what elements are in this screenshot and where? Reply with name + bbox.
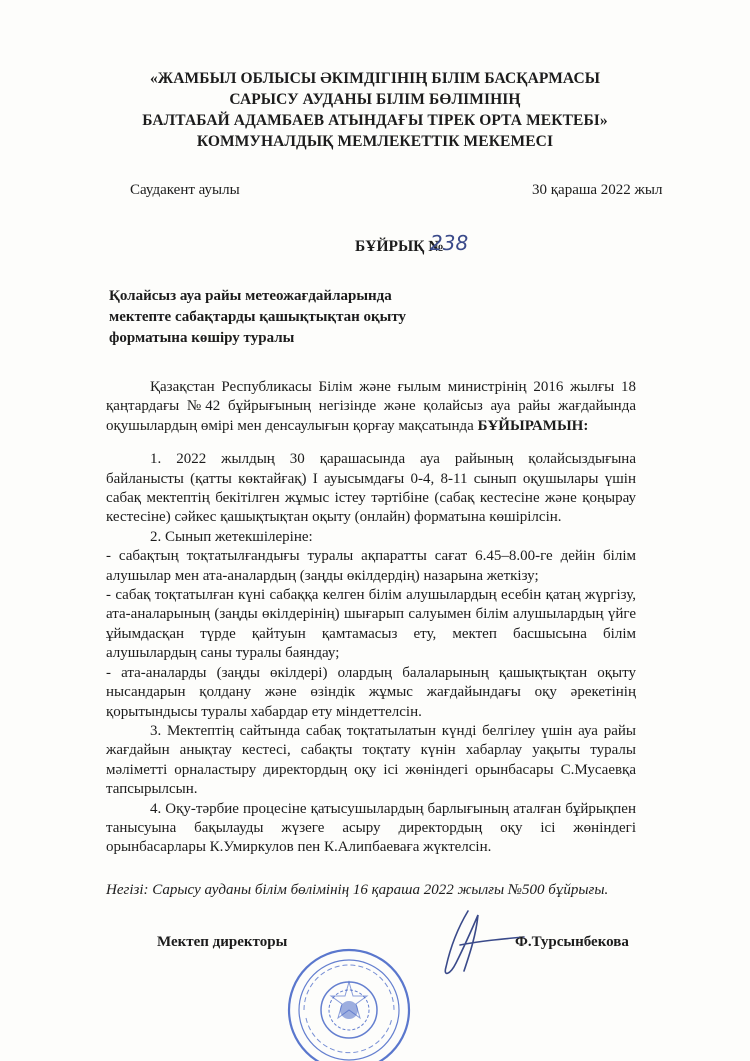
- handwritten-signature: [420, 905, 530, 985]
- order-subject: [109, 286, 439, 349]
- subject-line-3: форматына көшіру туралы: [109, 330, 295, 346]
- paragraph-4: 4. Оқу-тәрбие процесіне қатысушылардың барлығының аталған бұйрықпен танысуына бақылауды жүзеге асыру директордың оқу ісі жөніндегі орынбасарлары К.Умиркулов пен К.Алипбаеваға жүктелсін.: [106, 800, 636, 856]
- header-line-3: БАЛТАБАЙ АДАМБАЕВ АТЫНДАҒЫ ТІРЕК ОРТА МЕКТЕБІ»: [142, 112, 608, 129]
- paragraph-3: 3. Мектептің сайтында сабақ тоқтатылатын күнді белгілеу үшін ауа райы жағдайын анықтау кестесі, сабақты тоқтату күнін хабарлау уақыты туралы мәліметті орналастыру директордың оқу ісі жөніндегі орынбасары С.Мусаевқа тапсырылсын.: [106, 722, 636, 798]
- subject-line-2: мектепте сабақтарды қашықтықтан оқыту: [109, 309, 407, 325]
- intro-paragraph: [106, 378, 636, 436]
- paragraph-1: 1. 2022 жылдың 30 қарашасында ауа райының қолайсыздығына байланысты (қатты көктайғақ) І ауысымдағы 0-4, 8-11 сынып оқушылары үшін сабақ мектептің бекітілген жұмыс істеу тәртібіне (сабақ кестесіне және қоңырау кестесіне) сәйкес қашықтықтан оқыту (онлайн) форматына көшірілсін.: [106, 451, 636, 526]
- handwritten-order-number: [426, 226, 496, 260]
- institution-header: [0, 68, 750, 152]
- official-seal: [284, 940, 414, 1061]
- paragraph-2c: - ата-аналарды (заңды өкілдері) олардың балаларының қашықтықтан оқыту нысандарын қолдану және өзіндік жұмыс жағдайындағы оқу әрекетінің қорытындысы туралы хабардар ету міндеттелсін.: [106, 664, 636, 720]
- intro-command: БҰЙЫРАМЫН:: [477, 417, 589, 434]
- header-line-2: САРЫСУ АУДАНЫ БІЛІМ БӨЛІМІНІҢ: [229, 91, 521, 108]
- paragraph-2a: - сабақтың тоқтатылғандығы туралы ақпаратты сағат 6.45–8.00-ге дейін білім алушылар мен ата-аналардың (заңды өкілдердің) назарына жеткізу;: [106, 548, 636, 584]
- basis-note: Негізі: Сарысу ауданы білім бөлімінің 16 қараша 2022 жылғы №500 бұйрығы.: [106, 882, 609, 898]
- place-name: Саудакент ауылы: [130, 182, 240, 198]
- subject-line-1: Қолайсыз ауа райы метеожағдайларында: [109, 288, 392, 304]
- order-number-text: 238: [430, 231, 469, 255]
- paragraph-2: 2. Сынып жетекшілеріне:: [150, 528, 313, 545]
- paragraph-2b: - сабақ тоқтатылған күні сабаққа келген білім алушылардың есебін қатаң жүргізу, ата-аналарының (заңды өкілдерінің) шығарып салуымен білім алушылардың үйге ұйымдасқан түрде қайтуын қамтамасыз ету, мектеп басшысына білім алушылардың саны туралы баяндау;: [106, 587, 636, 662]
- document-date: 30 қараша 2022 жыл: [532, 182, 663, 198]
- intro-text: Қазақстан Республикасы Білім және ғылым министрінің 2016 жылғы 18 қаңтардағы №42 бұйрығының негізінде және қолайсыз ауа райы жағдайында оқушылардың өмірі мен денсаулығын қорғау мақсатында: [106, 379, 636, 434]
- header-line-1: «ЖАМБЫЛ ОБЛЫСЫ ӘКІМДІГІНІҢ БІЛІМ БАСҚАРМАСЫ: [149, 70, 601, 87]
- signatory-name: Ф.Турсынбекова: [515, 934, 629, 950]
- order-title: БҰЙРЫҚ №: [355, 238, 444, 255]
- header-line-4: КОММУНАЛДЫҚ МЕМЛЕКЕТТІК МЕКЕМЕСІ: [196, 133, 554, 150]
- order-body: [106, 378, 636, 858]
- signatory-role: Мектеп директоры: [157, 934, 288, 950]
